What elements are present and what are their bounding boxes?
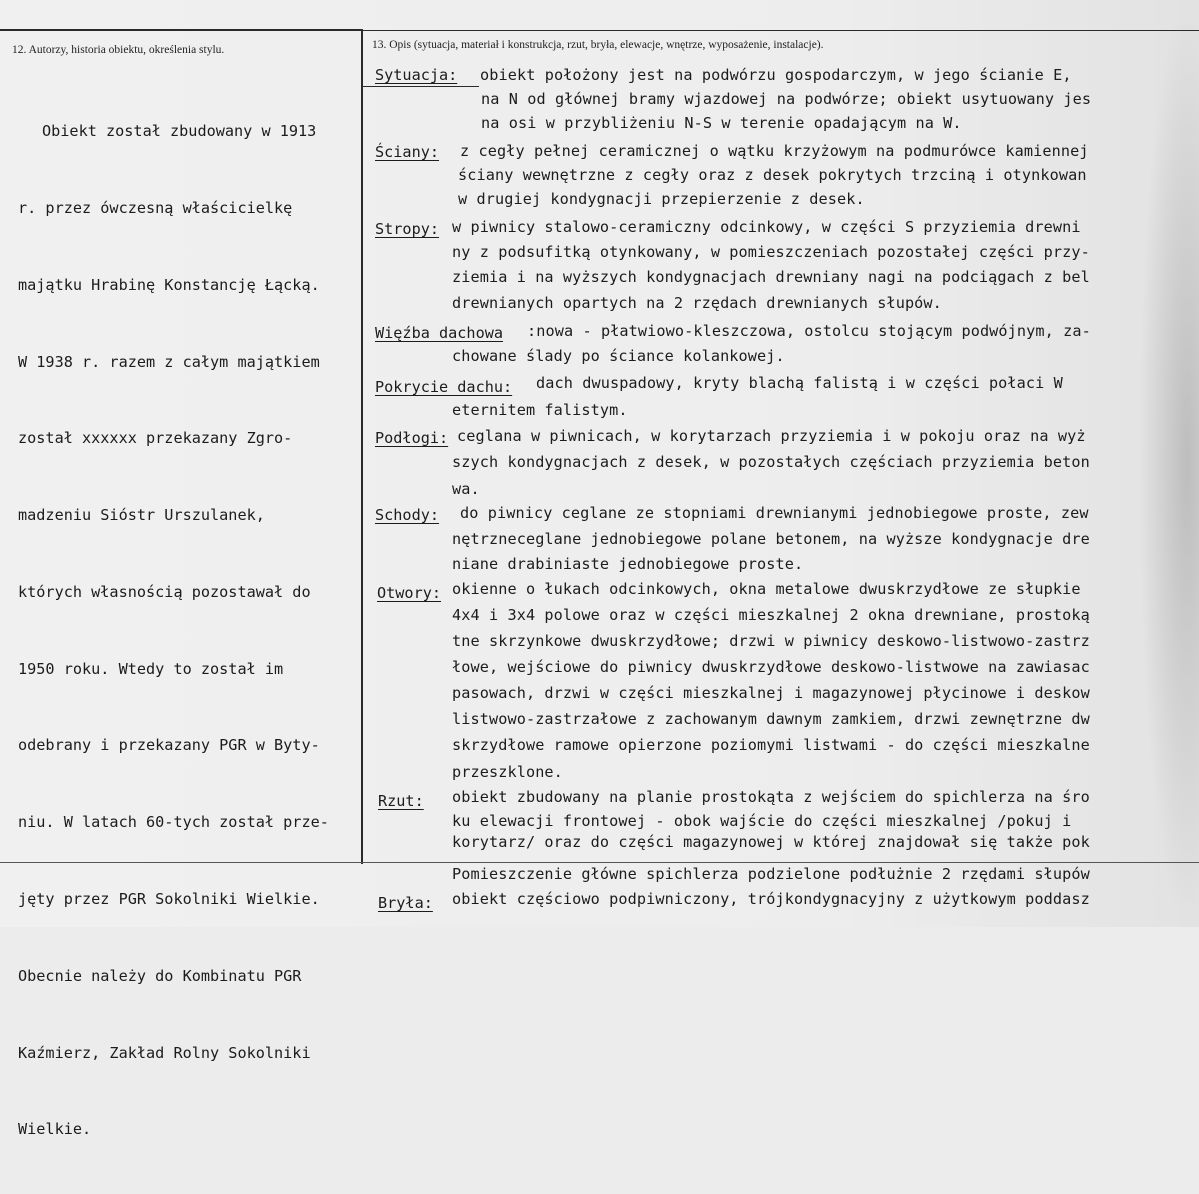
text-line: nętrzneceglane jednobiegowe polane betonem, na wyższe kondygnacje dre xyxy=(452,530,1090,548)
text-line: niane drabiniaste jednobiegowe proste. xyxy=(452,555,804,573)
text-line: w piwnicy stalowo-ceramiczny odcinkowy, w części S przyziemia drewni xyxy=(452,218,1081,236)
text-line: przeszklone. xyxy=(452,763,563,781)
text-line: 4x4 i 3x4 polowe oraz w części mieszkalnej 2 okna drewniane, prostoką xyxy=(452,606,1090,624)
text-line: dach dwuspadowy, kryty blachą falistą i w części połaci W xyxy=(536,374,1063,392)
text-line: do piwnicy ceglane ze stopniami drewnianymi jednobiegowe proste, zew xyxy=(460,504,1089,522)
section-label-stropy: Stropy: xyxy=(375,220,440,238)
history-line: r. przez ówczesną właścicielkę xyxy=(18,198,293,217)
text-line: w drugiej kondygnacji przepierzenie z desek. xyxy=(458,190,865,208)
history-line: 1950 roku. Wtedy to został im xyxy=(18,659,284,678)
history-text xyxy=(18,68,358,1194)
text-line: skrzydłowe ramowe opierzone poziomymi listwami - do części mieszkalne xyxy=(452,736,1090,754)
section-label-sytuacja: Sytuacja: xyxy=(375,66,458,84)
section-label-wiezba: Więźba dachowa xyxy=(375,324,504,342)
scan-shadow xyxy=(1139,0,1199,927)
top-border xyxy=(0,30,1199,31)
text-line: drewnianych opartych na 2 rzędach drewnianych słupów. xyxy=(452,294,942,312)
section-label-schody: Schody: xyxy=(375,506,440,524)
text-line: ściany wewnętrzne z cegły oraz z desek pokrytych trzciną i otynkowan xyxy=(458,166,1087,184)
text-line: pasowach, drzwi w części mieszkalnej i magazynowej płycinowe i deskow xyxy=(452,684,1090,702)
history-line: odebrany i przekazany PGR w Byty- xyxy=(18,736,320,755)
history-line: Kaźmierz, Zakład Rolny Sokolniki xyxy=(18,1043,311,1062)
label-rule xyxy=(361,86,479,87)
text-line: szych kondygnacjach z desek, w pozostałych częściach przyziemia beton xyxy=(452,453,1090,471)
text-line: listwowo-zastrzałowe z zachowanym dawnym zamkiem, drzwi zewnętrzne dw xyxy=(452,710,1090,728)
section-label-rzut: Rzut: xyxy=(378,792,424,810)
text-line: na N od głównej bramy wjazdowej na podwórze; obiekt usytuowany jes xyxy=(481,90,1092,108)
text-line: :nowa - płatwiowo-kleszczowa, ostolcu stojącym podwójnym, za- xyxy=(527,322,1091,340)
history-line: madzeniu Sióstr Urszulanek, xyxy=(18,506,265,525)
section-label-podlogi: Podłogi: xyxy=(375,429,449,447)
history-line: został xxxxxx przekazany Zgro- xyxy=(18,429,293,448)
history-line: Wielkie. xyxy=(18,1120,92,1139)
text-line: korytarz/ oraz do części magazynowej w której znajdował się także pok xyxy=(452,833,1090,851)
text-line: obiekt zbudowany na planie prostokąta z wejściem do spichlerza na śro xyxy=(452,788,1090,806)
text-line: tne skrzynkowe dwuskrzydłowe; drzwi w piwnicy deskowo-listwowo-zastrz xyxy=(452,632,1090,650)
text-line: wa. xyxy=(452,480,480,498)
section-label-pokrycie: Pokrycie dachu: xyxy=(375,378,513,396)
text-line: ny z podsufitką otynkowany, w pomieszczeniach pozostałej części przy- xyxy=(452,243,1090,261)
text-line: ceglana w piwnicach, w korytarzach przyziemia i w pokoju oraz na wyż xyxy=(457,427,1086,445)
history-line: niu. W latach 60-tych został prze- xyxy=(18,813,329,832)
text-line: obiekt częściowo podpiwniczony, trójkondygnacyjny z użytkowym poddasz xyxy=(452,890,1090,908)
history-line: Obecnie należy do Kombinatu PGR xyxy=(18,966,302,985)
history-line: jęty przez PGR Sokolniki Wielkie. xyxy=(18,890,320,908)
section-label-otwory: Otwory: xyxy=(377,584,442,602)
text-line: okienne o łukach odcinkowych, okna metalowe dwuskrzydłowe ze słupkie xyxy=(452,580,1081,598)
text-line: ku elewacji frontowej - obok wajście do części mieszkalnej /pokuj i xyxy=(452,812,1072,830)
text-line: na osi w przybliżeniu N-S w terenie opadającym na W. xyxy=(481,114,962,132)
section-label-bryla: Bryła: xyxy=(378,894,433,912)
history-line: Obiekt został zbudowany w 1913 xyxy=(42,122,317,141)
text-line: obiekt położony jest na podwórzu gospodarczym, w jego ścianie E, xyxy=(480,66,1072,84)
text-line: ziemia i na wyższych kondygnacjach drewniany nagi na podciągach z bel xyxy=(452,268,1090,286)
column-divider xyxy=(361,29,363,864)
text-line: z cegły pełnej ceramicznej o wątku krzyżowym na podmurówce kamiennej xyxy=(460,142,1089,160)
right-column-header: 13. Opis (sytuacja, materiał i konstrukcja, rzut, bryła, elewacje, wnętrze, wyposażenie, instalacje). xyxy=(372,39,824,51)
history-line: majątku Hrabinę Konstancję Łącką. xyxy=(18,275,320,294)
section-label-sciany: Ściany: xyxy=(375,143,440,161)
history-line: W 1938 r. razem z całym majątkiem xyxy=(18,352,320,371)
text-line: eternitem falistym. xyxy=(452,401,628,419)
text-line: chowane ślady po ściance kolankowej. xyxy=(452,347,785,365)
left-header-rule xyxy=(0,29,362,30)
left-column-header: 12. Autorzy, historia obiektu, określenia stylu. xyxy=(12,44,225,56)
text-line: łowe, wejściowe do piwnicy dwuskrzydłowe deskowo-listwowe na zawiasac xyxy=(452,658,1090,676)
history-line: których własnością pozostawał do xyxy=(18,582,311,601)
text-line: Pomieszczenie główne spichlerza podzielone podłużnie 2 rzędami słupów xyxy=(452,865,1090,883)
